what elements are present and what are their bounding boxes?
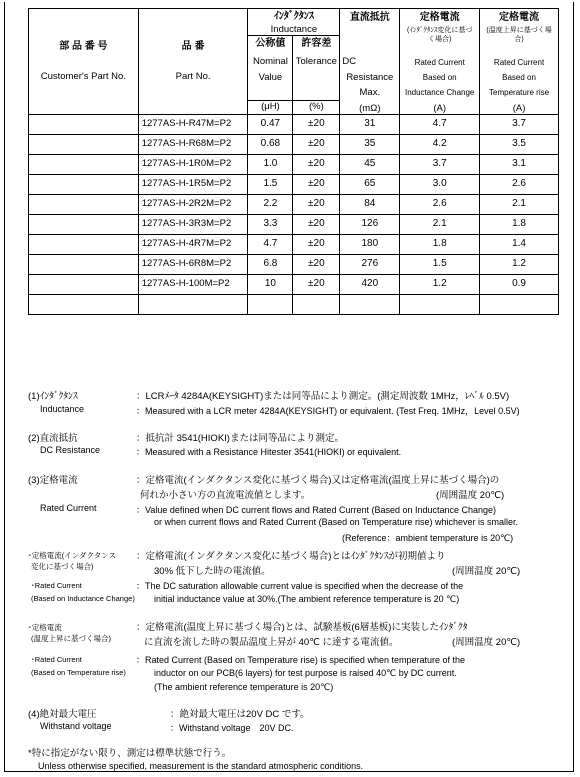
cell-nominal: 6.8 (248, 254, 293, 274)
note-temp-jp2-right: (周囲温度 20℃) (452, 637, 521, 648)
header-customer-part-no (29, 9, 139, 115)
header-tol-unit: (%) (308, 101, 324, 113)
empty-cell (340, 294, 400, 314)
header-rated-current-temperature (480, 9, 559, 115)
cell-part: 1277AS-H-1R5M=P2 (138, 174, 248, 194)
note-inductance-jp: ：LCRﾒｰﾀ 4284A(KEYSIGHT)または同等品により測定。(測定周波数 1MHz，ﾚﾍﾞﾙ 0.5V) (136, 391, 510, 402)
header-rc2-jp: 定格電流 (499, 12, 540, 23)
cell-part: 1277AS-H-100M=P2 (138, 274, 248, 294)
header-dc-jp: 直流抵抗 (349, 12, 390, 23)
cell-part: 1277AS-H-3R3M=P2 (138, 214, 248, 234)
cell-irc1: 2.1 (400, 214, 480, 234)
header-rc2-en3: Temperature rise (489, 87, 550, 97)
customer-part-cell (29, 234, 139, 254)
header-rc2-unit: (A) (512, 102, 526, 114)
header-nominal-en2: Value (258, 72, 283, 83)
cell-tol: ±20 (293, 194, 340, 214)
cell-irc1: 1.2 (400, 274, 480, 294)
header-rc1-en3: Inductance Change (404, 87, 475, 97)
note-voltage-jp: ：絶対最大電圧は20V DC です。 (170, 709, 310, 720)
cell-nominal: 4.7 (248, 234, 293, 254)
note-temp-jp2: に直流を流した時の製品温度上昇が 40℃ に達する電流値。 (144, 637, 399, 648)
cell-irc2: 2.1 (480, 194, 559, 214)
note-dcr-jp: ：抵抗計 3541(HIOKI)または同等品により測定。 (136, 433, 344, 444)
note-temp-label-en1: ･Rated Current (31, 655, 82, 664)
note-ind-change-en1: ：The DC saturation allowable current value is specified when the decrease of the (136, 581, 464, 591)
note-dcr-label-en: DC Resistance (40, 445, 101, 455)
cell-dcr: 126 (340, 214, 400, 234)
cell-irc2: 0.9 (480, 274, 559, 294)
customer-part-cell (29, 154, 139, 174)
header-rc2-sub: (温度上昇に基づく場合) (486, 27, 552, 43)
cell-irc1: 1.5 (400, 254, 480, 274)
cell-irc1: 1.8 (400, 234, 480, 254)
cell-dcr: 65 (340, 174, 400, 194)
note-voltage-label-jp: (4)絶対最大電圧 (28, 709, 97, 720)
empty-cell (480, 294, 559, 314)
cell-irc2: 1.2 (480, 254, 559, 274)
cell-tol: ±20 (293, 274, 340, 294)
empty-cell (293, 294, 340, 314)
cell-nominal: 1.5 (248, 174, 293, 194)
note-rated-label-en: Rated Current (40, 503, 97, 513)
empty-cell (138, 294, 248, 314)
header-rc1-jp: 定格電流 (419, 12, 460, 23)
note-temp-jp1: ：定格電流(温度上昇に基づく場合)とは、試験基板(6層基板)に実装したｲﾝﾀﾞｸﾀ (136, 622, 468, 633)
header-inductance (248, 9, 340, 36)
header-rated-current-inductance (400, 9, 480, 115)
cell-tol: ±20 (293, 134, 340, 154)
cell-nominal: 0.68 (248, 134, 293, 154)
note-rated-jp1: ：定格電流(インダクタンス変化に基づく場合)又は定格電流(温度上昇に基づく場合)の (136, 475, 500, 486)
customer-part-cell (29, 194, 139, 214)
cell-part: 1277AS-H-1R0M=P2 (138, 154, 248, 174)
header-tol-unit-cell (293, 100, 340, 114)
cell-irc1: 2.6 (400, 194, 480, 214)
empty-cell (400, 294, 480, 314)
note-temp-label-en2: (Based on Temperature rise) (31, 668, 126, 677)
footnote-jp: *特に指定がない限り、測定は標準状態で行う。 (28, 748, 232, 759)
header-nominal-en1: Nominal (252, 55, 288, 67)
note-ind-change-label-jp2: 変化に基づく場合) (31, 562, 94, 571)
cell-tol: ±20 (293, 214, 340, 234)
header-dc-resistance (340, 9, 400, 115)
header-rc2-en2: Based on (502, 72, 536, 82)
table-row (29, 214, 559, 234)
table-row (29, 254, 559, 274)
table-row (29, 174, 559, 194)
note-inductance-label-jp: (1)ｲﾝﾀﾞｸﾀﾝｽ (28, 391, 78, 402)
note-rated-en2: or when current flows and Rated Current (Based on Temperature rise) whichever is smaller. (154, 517, 518, 527)
cell-tol: ±20 (293, 154, 340, 174)
header-dc-unit: (mΩ) (359, 102, 381, 114)
note-inductance-label-en: Inductance (40, 404, 85, 414)
cell-tol: ±20 (293, 254, 340, 274)
note-ind-change-jp1: ：定格電流(インダクタンス変化に基づく場合)とはｲﾝﾀﾞｸﾀﾝｽが初期値より (136, 551, 446, 562)
customer-part-cell (29, 214, 139, 234)
cell-part: 1277AS-H-2R2M=P2 (138, 194, 248, 214)
note-ind-change-jp2-right: (周囲温度 20℃) (452, 566, 521, 577)
cell-dcr: 276 (340, 254, 400, 274)
header-inductance-jp: ｲﾝﾀﾞｸﾀﾝｽ (273, 11, 314, 22)
cell-irc2: 2.6 (480, 174, 559, 194)
header-part-no (138, 9, 248, 115)
cell-part: 1277AS-H-6R8M=P2 (138, 254, 248, 274)
note-rated-jp2-right: (周囲温度 20℃) (436, 490, 505, 501)
header-nominal-jp: 公称値 (255, 37, 286, 49)
cell-dcr: 420 (340, 274, 400, 294)
cell-irc1: 4.2 (400, 134, 480, 154)
cell-irc2: 3.7 (480, 114, 559, 134)
customer-part-cell (29, 254, 139, 274)
header-dc-en3: Max. (359, 87, 381, 98)
cell-nominal: 2.2 (248, 194, 293, 214)
header-nominal-unit: (μH) (261, 101, 280, 113)
spec-table (28, 8, 559, 315)
header-customer-jp: 部 品 番 号 (59, 40, 108, 52)
header-tolerance (293, 35, 340, 100)
customer-part-cell (29, 174, 139, 194)
cell-tol: ±20 (293, 234, 340, 254)
cell-part: 1277AS-H-R68M=P2 (138, 134, 248, 154)
cell-nominal: 3.3 (248, 214, 293, 234)
header-inductance-en: Inductance (270, 24, 318, 35)
cell-irc1: 4.7 (400, 114, 480, 134)
header-rc1-en1: Rated Current (414, 57, 465, 67)
note-temp-label-jp1: ･定格電流 (28, 623, 62, 632)
cell-dcr: 31 (340, 114, 400, 134)
customer-part-cell (29, 114, 139, 134)
note-voltage-label-en: Withstand voltage (40, 721, 112, 731)
empty-cell (29, 294, 139, 314)
header-rc1-en2: Based on (422, 72, 457, 82)
cell-irc1: 3.7 (400, 154, 480, 174)
note-temp-en3: (The ambient reference temperature is 20℃) (154, 682, 334, 692)
cell-irc1: 3.0 (400, 174, 480, 194)
cell-dcr: 35 (340, 134, 400, 154)
note-ind-change-jp2: 30% 低下した時の電流値。 (154, 566, 271, 577)
table-row (29, 154, 559, 174)
table-row (29, 134, 559, 154)
empty-cell (248, 294, 293, 314)
table-row (29, 274, 559, 294)
note-ind-change-label-en2: (Based on Inductance Change) (31, 594, 135, 603)
header-nominal (248, 35, 293, 100)
note-rated-en3: (Reference：ambient temperature is 20℃) (342, 533, 514, 543)
customer-part-cell (29, 134, 139, 154)
table-row-empty (29, 294, 559, 314)
table-row (29, 234, 559, 254)
cell-dcr: 45 (340, 154, 400, 174)
note-rated-jp2: 何れか小さい方の直流電流値とします。 (140, 490, 311, 501)
cell-dcr: 180 (340, 234, 400, 254)
cell-dcr: 84 (340, 194, 400, 214)
header-part-en: Part No. (175, 70, 211, 82)
header-tol-en: Tolerance (295, 55, 337, 67)
note-temp-en2: inductor on our PCB(6 layers) for test purpose is raised 40℃ by DC current. (154, 668, 457, 678)
cell-nominal: 0.47 (248, 114, 293, 134)
header-rc1-unit: (A) (433, 102, 447, 114)
note-rated-label-jp: (3)定格電流 (28, 475, 78, 486)
header-rc2-en1: Rated Current (493, 57, 545, 67)
footnote-en: Unless otherwise specified, measurement is the standard atmospheric conditions. (38, 761, 364, 771)
cell-irc2: 1.8 (480, 214, 559, 234)
note-temp-label-jp2: (温度上昇に基づく場合) (31, 634, 111, 643)
note-ind-change-label-en1: ･Rated Current (31, 581, 82, 590)
cell-tol: ±20 (293, 114, 340, 134)
table-row (29, 114, 559, 134)
cell-part: 1277AS-H-4R7M=P2 (138, 234, 248, 254)
table-row (29, 194, 559, 214)
note-dcr-en: ：Measured with a Resistance Hitester 3541(HIOKI) or equivalent. (136, 447, 402, 457)
header-rc1-sub: (ｲﾝﾀﾞｸﾀﾝｽ変化に基づく場合) (407, 27, 473, 43)
header-nominal-unit-cell (248, 100, 293, 114)
cell-nominal: 10 (248, 274, 293, 294)
cell-nominal: 1.0 (248, 154, 293, 174)
header-dc-en1: DC (342, 56, 357, 67)
cell-irc2: 3.5 (480, 134, 559, 154)
cell-part: 1277AS-H-R47M=P2 (138, 114, 248, 134)
note-dcr-label-jp: (2)直流抵抗 (28, 433, 78, 444)
header-part-jp: 品 番 (181, 40, 205, 52)
header-dc-en2: Resistance (346, 71, 394, 83)
note-voltage-en: ：Withstand voltage 20V DC. (170, 723, 294, 733)
note-inductance-en: ：Measured with a LCR meter 4284A(KEYSIGHT) or equivalent. (Test Freq. 1MHz，Level 0.5V) (136, 406, 520, 416)
note-rated-en1: ：Value defined when DC current flows and Rated Current (Based on Inductance Change) (136, 505, 497, 515)
customer-part-cell (29, 274, 139, 294)
header-tol-jp: 許容差 (301, 37, 332, 49)
note-ind-change-label-jp1: ･定格電流(インダクタンス (28, 551, 117, 560)
note-temp-en1: ：Rated Current (Based on Temperature rise) is specified when temperature of the (136, 655, 465, 665)
cell-irc2: 1.4 (480, 234, 559, 254)
cell-irc2: 3.1 (480, 154, 559, 174)
cell-tol: ±20 (293, 174, 340, 194)
note-ind-change-en2: initial inductance value at 30%.(The ambient reference temperature is 20 ℃) (154, 594, 460, 604)
header-customer-en: Customer's Part No. (40, 70, 126, 82)
